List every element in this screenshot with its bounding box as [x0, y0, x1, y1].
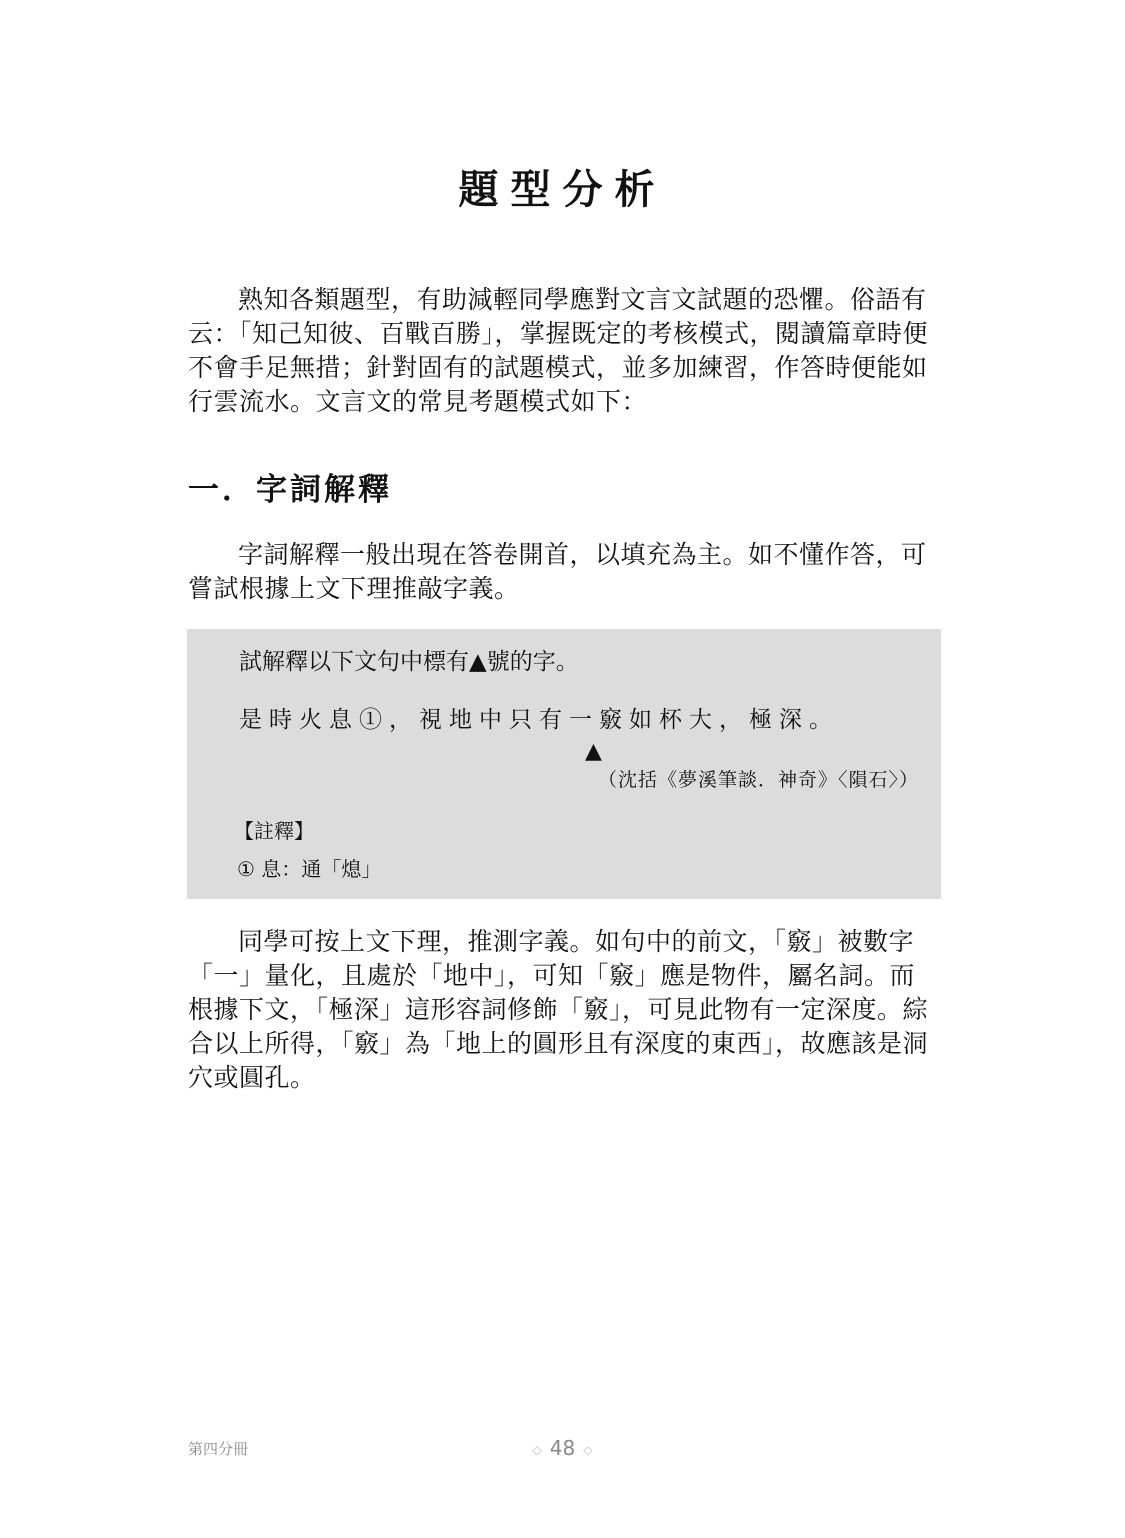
explanation-paragraph: 同學可按上文下理，推測字義。如句中的前文，「竅」被數字「一」量化，且處於「地中」，可知「竅」應是物件，屬名詞。而根據下文，「極深」這形容詞修飾「竅」，可見此物有一定深度。綜合以上所得，「竅」為「地上的圓形且有深度的東西」，故應該是洞穴或圓孔。: [188, 927, 929, 1092]
footer-book-label: 第四分冊: [188, 1440, 249, 1458]
page-title: 題型分析: [458, 166, 667, 213]
triangle-marker-icon: ▲: [585, 739, 602, 764]
section-heading-word-explanation: 一．字詞解釋: [188, 472, 392, 508]
intro-paragraph: 熟知各類題型，有助減輕同學應對文言文試題的恐懼。俗語有云：「知己知彼、百戰百勝」，掌握既定的考核模式，閱讀篇章時便不會手足無措；針對固有的試題模式，並多加練習，作答時便能如行雲流水。文言文的常見考題模式如下：: [188, 285, 929, 416]
example-quote: 是時火息①，視地中只有一竅如杯大，極深。: [239, 707, 839, 733]
section-paragraph: 字詞解釋一般出現在答卷開首，以填充為主。如不懂作答，可嘗試根據上文下理推敲字義。: [188, 540, 927, 603]
note-item: ① 息：通「熄」: [237, 857, 382, 881]
diamond-right-icon: ◇: [583, 1442, 593, 1457]
diamond-left-icon: ◇: [532, 1442, 542, 1457]
page-number: 48: [549, 1436, 576, 1460]
example-source: （沈括《夢溪筆談．神奇》〈隕石〉）: [597, 769, 919, 791]
footer-page-number-group: [0, 1434, 1125, 1464]
note-title: 【註釋】: [234, 819, 314, 843]
example-instruction: 試解釋以下文句中標有▲號的字。: [239, 649, 579, 675]
example-box: [187, 629, 941, 899]
